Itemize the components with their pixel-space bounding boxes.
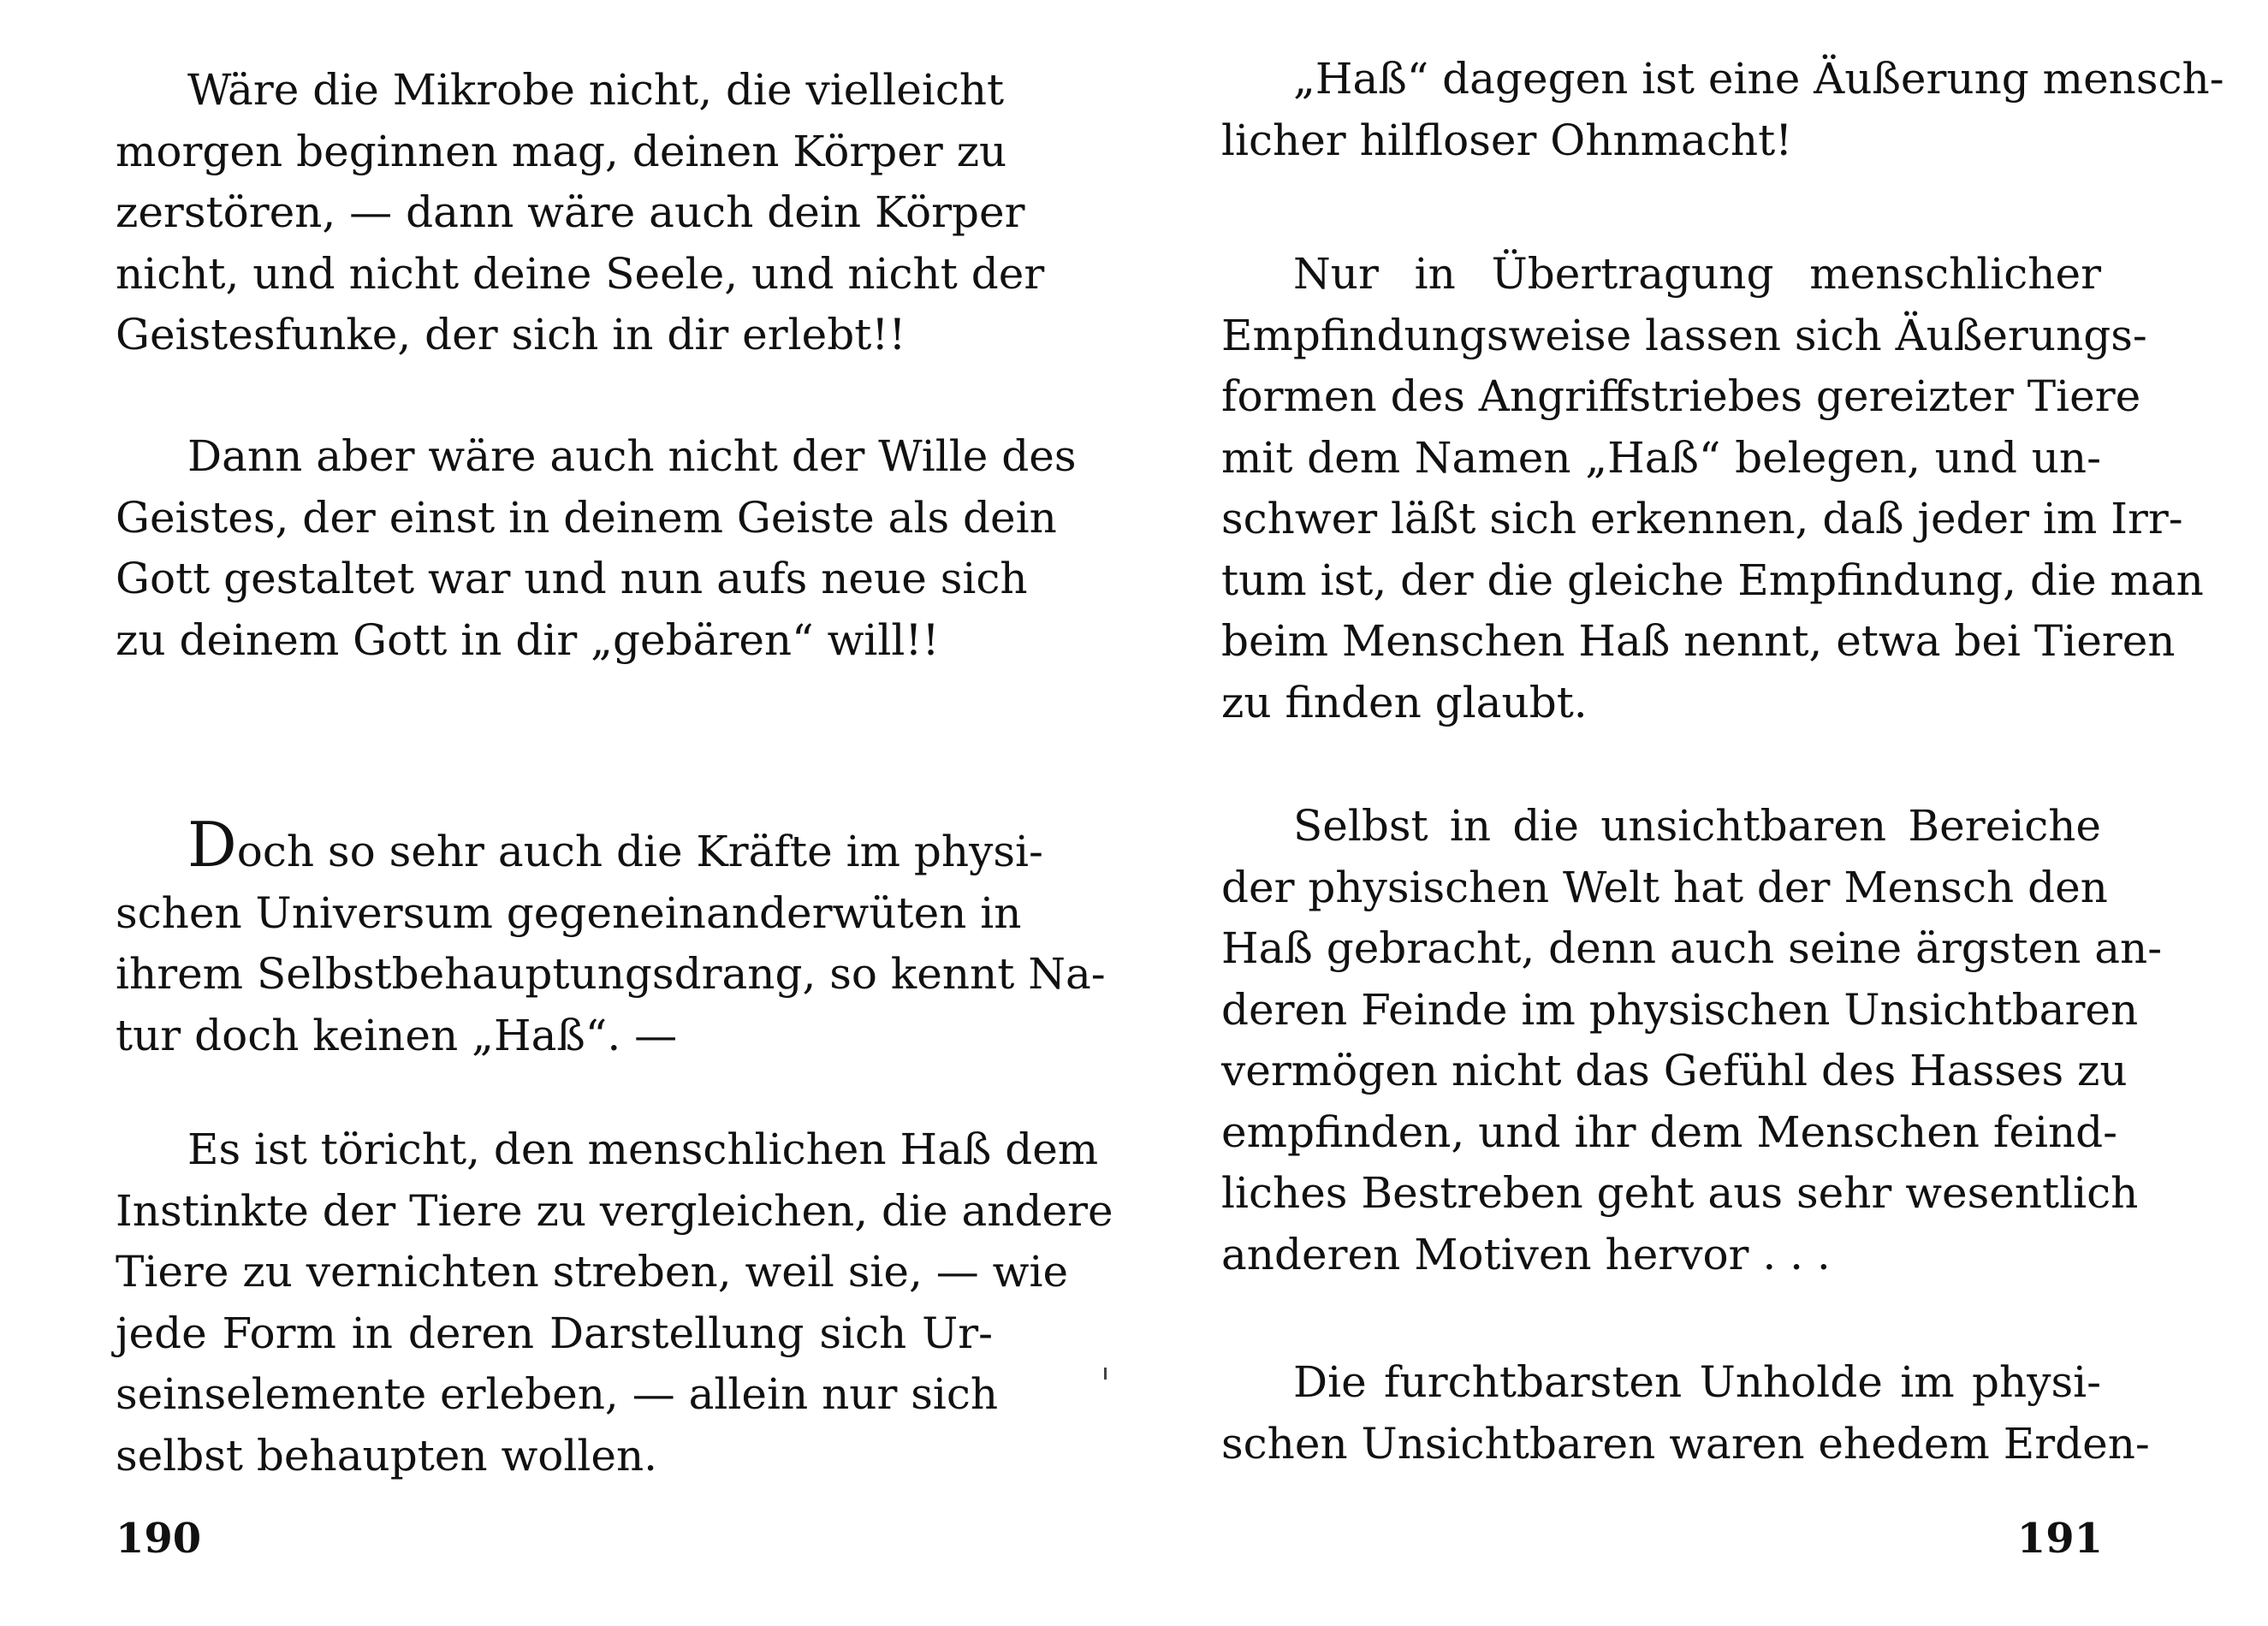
paragraph	[1221, 796, 2163, 1285]
paragraph	[116, 1119, 1113, 1487]
text-line: seinselemente erleben, — allein nur sich	[116, 1369, 999, 1419]
scan-speck	[1104, 1368, 1107, 1380]
paragraph	[116, 809, 1106, 1066]
text-line: licher hilfloser Ohnmacht!	[1221, 115, 1793, 165]
page-number: 190	[116, 1515, 202, 1563]
text-line	[116, 809, 1043, 883]
text-line: anderen Motiven hervor . . .	[1221, 1229, 1831, 1279]
text-line: Geistes, der einst in deinem Geiste als dein	[116, 492, 1057, 543]
text-line: zu finden glaubt.	[1221, 677, 1588, 727]
text-line: Tiere zu vernichten streben, weil sie, — wie	[116, 1247, 1069, 1297]
text-line: Empfindungsweise lassen sich Äußerungs-	[1221, 310, 2147, 360]
paragraph	[116, 60, 1045, 366]
paragraph	[1221, 244, 2204, 733]
text-line: schen Unsichtbaren waren ehedem Erden-	[1221, 1418, 2150, 1469]
paragraph	[1221, 49, 2224, 171]
text-line: Die furchtbarsten Unholde im physi-	[1293, 1357, 2101, 1407]
drop-cap: D	[187, 809, 237, 881]
text-line: Selbst in die unsichtbaren Bereiche	[1293, 801, 2101, 851]
text-line: jede Form in deren Darstellung sich Ur-	[116, 1308, 993, 1358]
text-line-rest: och so sehr auch die Kräfte im physi-	[236, 827, 1043, 876]
text-line: formen des Angriffstriebes gereizter Tiere	[1221, 371, 2141, 421]
text-line: deren Feinde im physischen Unsichtbaren	[1221, 984, 2139, 1035]
paragraph	[116, 426, 1077, 671]
text-line: Es ist töricht, den menschlichen Haß dem	[187, 1125, 1099, 1174]
text-line: schen Universum gegeneinanderwüten in	[116, 887, 1022, 938]
text-line: zu deinem Gott in dir „gebären“ will!!	[116, 614, 940, 665]
text-line: Instinkte der Tiere zu vergleichen, die andere	[116, 1185, 1113, 1236]
text-line: empfinden, und ihr dem Menschen feind-	[1221, 1107, 2118, 1157]
text-line: Nur in Übertragung menschlicher	[1293, 249, 2101, 299]
text-line: vermögen nicht das Gefühl des Hasses zu	[1221, 1046, 2128, 1095]
text-line: schwer läßt sich erkennen, daß jeder im Irr-	[1221, 494, 2183, 543]
text-line: Haß gebracht, denn auch seine ärgsten an-	[1221, 923, 2163, 973]
text-line: Dann aber wäre auch nicht der Wille des	[187, 431, 1077, 481]
paragraph	[1221, 1352, 2150, 1475]
text-line: mit dem Namen „Haß“ belegen, und un-	[1221, 432, 2101, 483]
text-line: tum ist, der die gleiche Empfindung, die man	[1221, 555, 2204, 605]
text-line: „Haß“ dagegen ist eine Äußerung mensch-	[1293, 54, 2224, 104]
text-line: beim Menschen Haß nennt, etwa bei Tieren	[1221, 616, 2176, 666]
text-line: nicht, und nicht deine Seele, und nicht der	[116, 248, 1045, 299]
text-line: Gott gestaltet war und nun aufs neue sich	[116, 554, 1028, 603]
text-line: selbst behaupten wollen.	[116, 1430, 658, 1481]
right-page	[1134, 0, 2268, 1626]
text-line: der physischen Welt hat der Mensch den	[1221, 862, 2108, 912]
text-line: Wäre die Mikrobe nicht, die vielleicht	[187, 65, 1005, 115]
text-line: zerstören, — dann wäre auch dein Körper	[116, 187, 1025, 237]
text-line: Geistesfunke, der sich in dir erlebt!!	[116, 310, 906, 359]
page-number: 191	[2016, 1515, 2103, 1563]
text-line: liches Bestreben geht aus sehr wesentlich	[1221, 1168, 2139, 1218]
text-line: ihrem Selbstbehauptungsdrang, so kennt Na-	[116, 949, 1106, 999]
text-line: tur doch keinen „Haß“. —	[116, 1010, 678, 1060]
text-line: morgen beginnen mag, deinen Körper zu	[116, 126, 1007, 176]
